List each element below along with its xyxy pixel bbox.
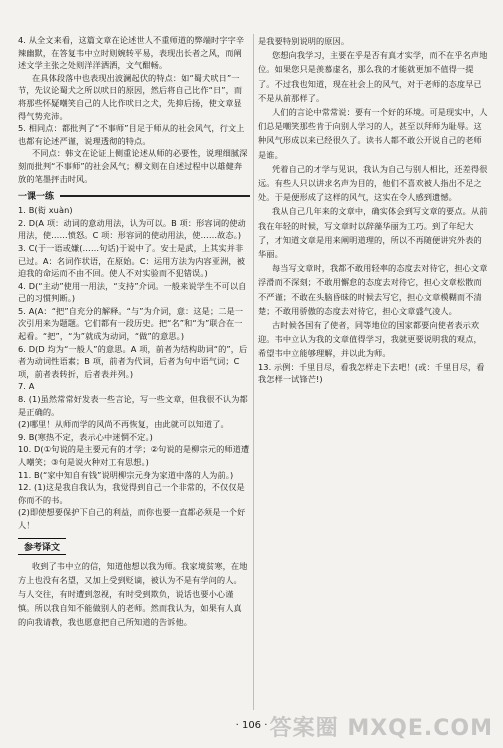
page-number: · 106 · bbox=[235, 720, 268, 731]
answer-13: 13. 示例：千里目尽，看我怎样走下去吧！(或：千里目尽，看我怎样一试锋芒!) bbox=[258, 361, 485, 385]
exercise-12-1: 12. (1)这是我自我认为，我觉得到自己一个非常的，不仅仅是你而不的书。 bbox=[18, 482, 245, 505]
watermark-logo: 答案圈 MXQE.COM bbox=[269, 716, 493, 741]
exercise-10: 10. D(①句说的是主要元有的才学；②句说的是柳宗元的师道遭人嘲笑；③句是说火种对工有思想。) bbox=[18, 444, 250, 467]
exercise-7: 7. A bbox=[18, 381, 35, 392]
translation-paragraph: 您想向我学习，主要在乎是否有真才实学，而不在乎名声地位。如果您只是羡慕虚名，那么我的才能就更加不值得一提了。不过我也知道，现在社会上的风气，对于老师的态度早已不是从前那样了。 bbox=[258, 50, 488, 103]
answer-5-text: 5. 相同点：都批判了“不事师”目足于师从的社会风气，行文上也都有论述严谨，说理透彻的特点。 bbox=[18, 123, 245, 146]
left-column bbox=[18, 34, 250, 630]
exercise-8-1: 8. (1)虽然常常好发表一些言论，写一些文章，但我很不认为都是正确的。 bbox=[18, 394, 248, 417]
exercise-5: 5. A(A：“把”自充分的解释。“与”为介词，意：这是；二是一次引用来为题题。它们都有一段历史。把“名”和“为”联合在一起看。“把”，“为”就成为动词，“做”的意思。) bbox=[18, 305, 244, 342]
reference-translation-text: 收到了韦中立的信，知道他想以我为师。我家境贫寒，在地方上也没有名望，又加上受到贬谪，被认为不是有学问的人。与人交往，有时遭到忽视，有时受到欺负，说话也要小心谨慎。所以我自知不能做别人的老师。然而我认为，如果有人真的向我请教，我也愿意把自己所知道的告诉他。 bbox=[18, 560, 248, 628]
translation-paragraph: 每当写文章时，我都不敢用轻率的态度去对待它，担心文章浮滑而不深刻；不敢用懈怠的态度去对待它，担心文章松散而不严谨；不敢在头脑昏昧的时候去写它，担心文章模糊而不清楚；不敢用骄傲的态度去对待它，担心文章盛气凌人。 bbox=[258, 263, 488, 316]
exercise-3: 3. C(于一语或嫌(……句话)于说中了。安士是武，上其实并非已过。A：名词作状语，在原始。C：运用方法为内容亚洲，被迫我的命运而不由不回。使人不对实验而不犯错误。) bbox=[18, 242, 245, 279]
answer-4-text: 4. 从全文来看，这篇文章在论述世人不重师道的弊端时字字辛辣幽默，在答复韦中立时则婉转平易，表现出长者之风，而阐述文学主张之处则洋洋洒洒，文气酣畅。 bbox=[18, 35, 245, 71]
answer-5-detail: 不同点：韩文在论证上侧重论述从师的必要性，说理细腻深刻而批判“不事师”的社会风气；柳文则在自述过程中以雄健奔放的笔墨抨击时风。 bbox=[18, 148, 248, 184]
right-column bbox=[258, 34, 488, 386]
exercise-1: 1. B(衒 xuàn) bbox=[18, 205, 73, 216]
exercise-2: 2. D(A 项：动词的意动用法，认为可以。B 项：形容词的使动用法，使……愤怒。C 项：形容词的使动用法，使……故态。) bbox=[18, 217, 246, 241]
exercise-8-2: (2)哪里！从师而学的风尚不再恢复，由此就可以知道了。 bbox=[18, 419, 229, 430]
translation-top-line: 是我要特别说明的原因。 bbox=[258, 36, 350, 46]
translation-paragraph: 凭着自己的才学与见识，我认为自己与别人相比，还差得很远。有些人只以讲求名声为目的，他们不喜欢被人指出不足之处。于是便形成了这样的风气，这实在令人感到遗憾。 bbox=[258, 163, 488, 203]
exercise-11: 11. B(“家中知自有钱”说明柳宗元身为家道中落的人为前。) bbox=[18, 469, 234, 480]
section-title: 一课一练 bbox=[18, 192, 55, 203]
translation-paragraph: 我从自己几年来的文章中，确实体会到写文章的要点。从前我在年轻的时候，写文章时以辞藻华丽为工巧。到了年纪大了，才知道文章是用来阐明道理的，所以不再随便讲究外表的华丽。 bbox=[258, 206, 488, 260]
reference-translation-title: 参考译文 bbox=[18, 538, 66, 555]
section-header bbox=[18, 189, 250, 202]
exercise-9: 9. B(寒热不定，表示心中迷惘不定。) bbox=[18, 431, 153, 442]
answer-4-detail: 在具体段落中也表现出波澜起伏的特点：如“蜀犬吠日”一节，先议论蜀犬之所以吠日的原因，然后将自己比作“日”，而将那些怀疑嘲笑自己的人比作吠日之犬，先抑后扬，使文章显得气势充沛。 bbox=[18, 72, 243, 121]
column-divider bbox=[253, 34, 254, 710]
exercise-12-2: (2)即使想要保护下自己的利益，而你也要一直都必须是一个好人！ bbox=[18, 507, 246, 530]
translation-paragraph: 古时候各国有了使者，同等地位的国家都要向使者表示欢迎。韦中立认为我的文章值得学习，我就更要说明我的观点，希望韦中立能够理解，并以此为师。 bbox=[258, 320, 482, 359]
exercise-6: 6. D(D 均为“一般人”的意思。A 项，前者为结构助词“的”，后者为动词性语素；B 项，前者为代词，后者为句中语气词；C 项，前者表转折，后者表并列。) bbox=[18, 343, 248, 379]
translation-paragraph: 人们的言论中常常说：要有一个好的环境。可是现实中，人们总是嘲笑那些肯于向别人学习的人，甚至以拜师为耻辱。这种风气形成以来已经很久了。读书人都不敢公开说自己的老师是谁。 bbox=[258, 107, 488, 160]
section-rule bbox=[60, 195, 250, 197]
exercise-4: 4. D(“主动”使用一用法，“支持”介词。一般来说学生不可以自己的习惯判断。) bbox=[18, 280, 247, 304]
